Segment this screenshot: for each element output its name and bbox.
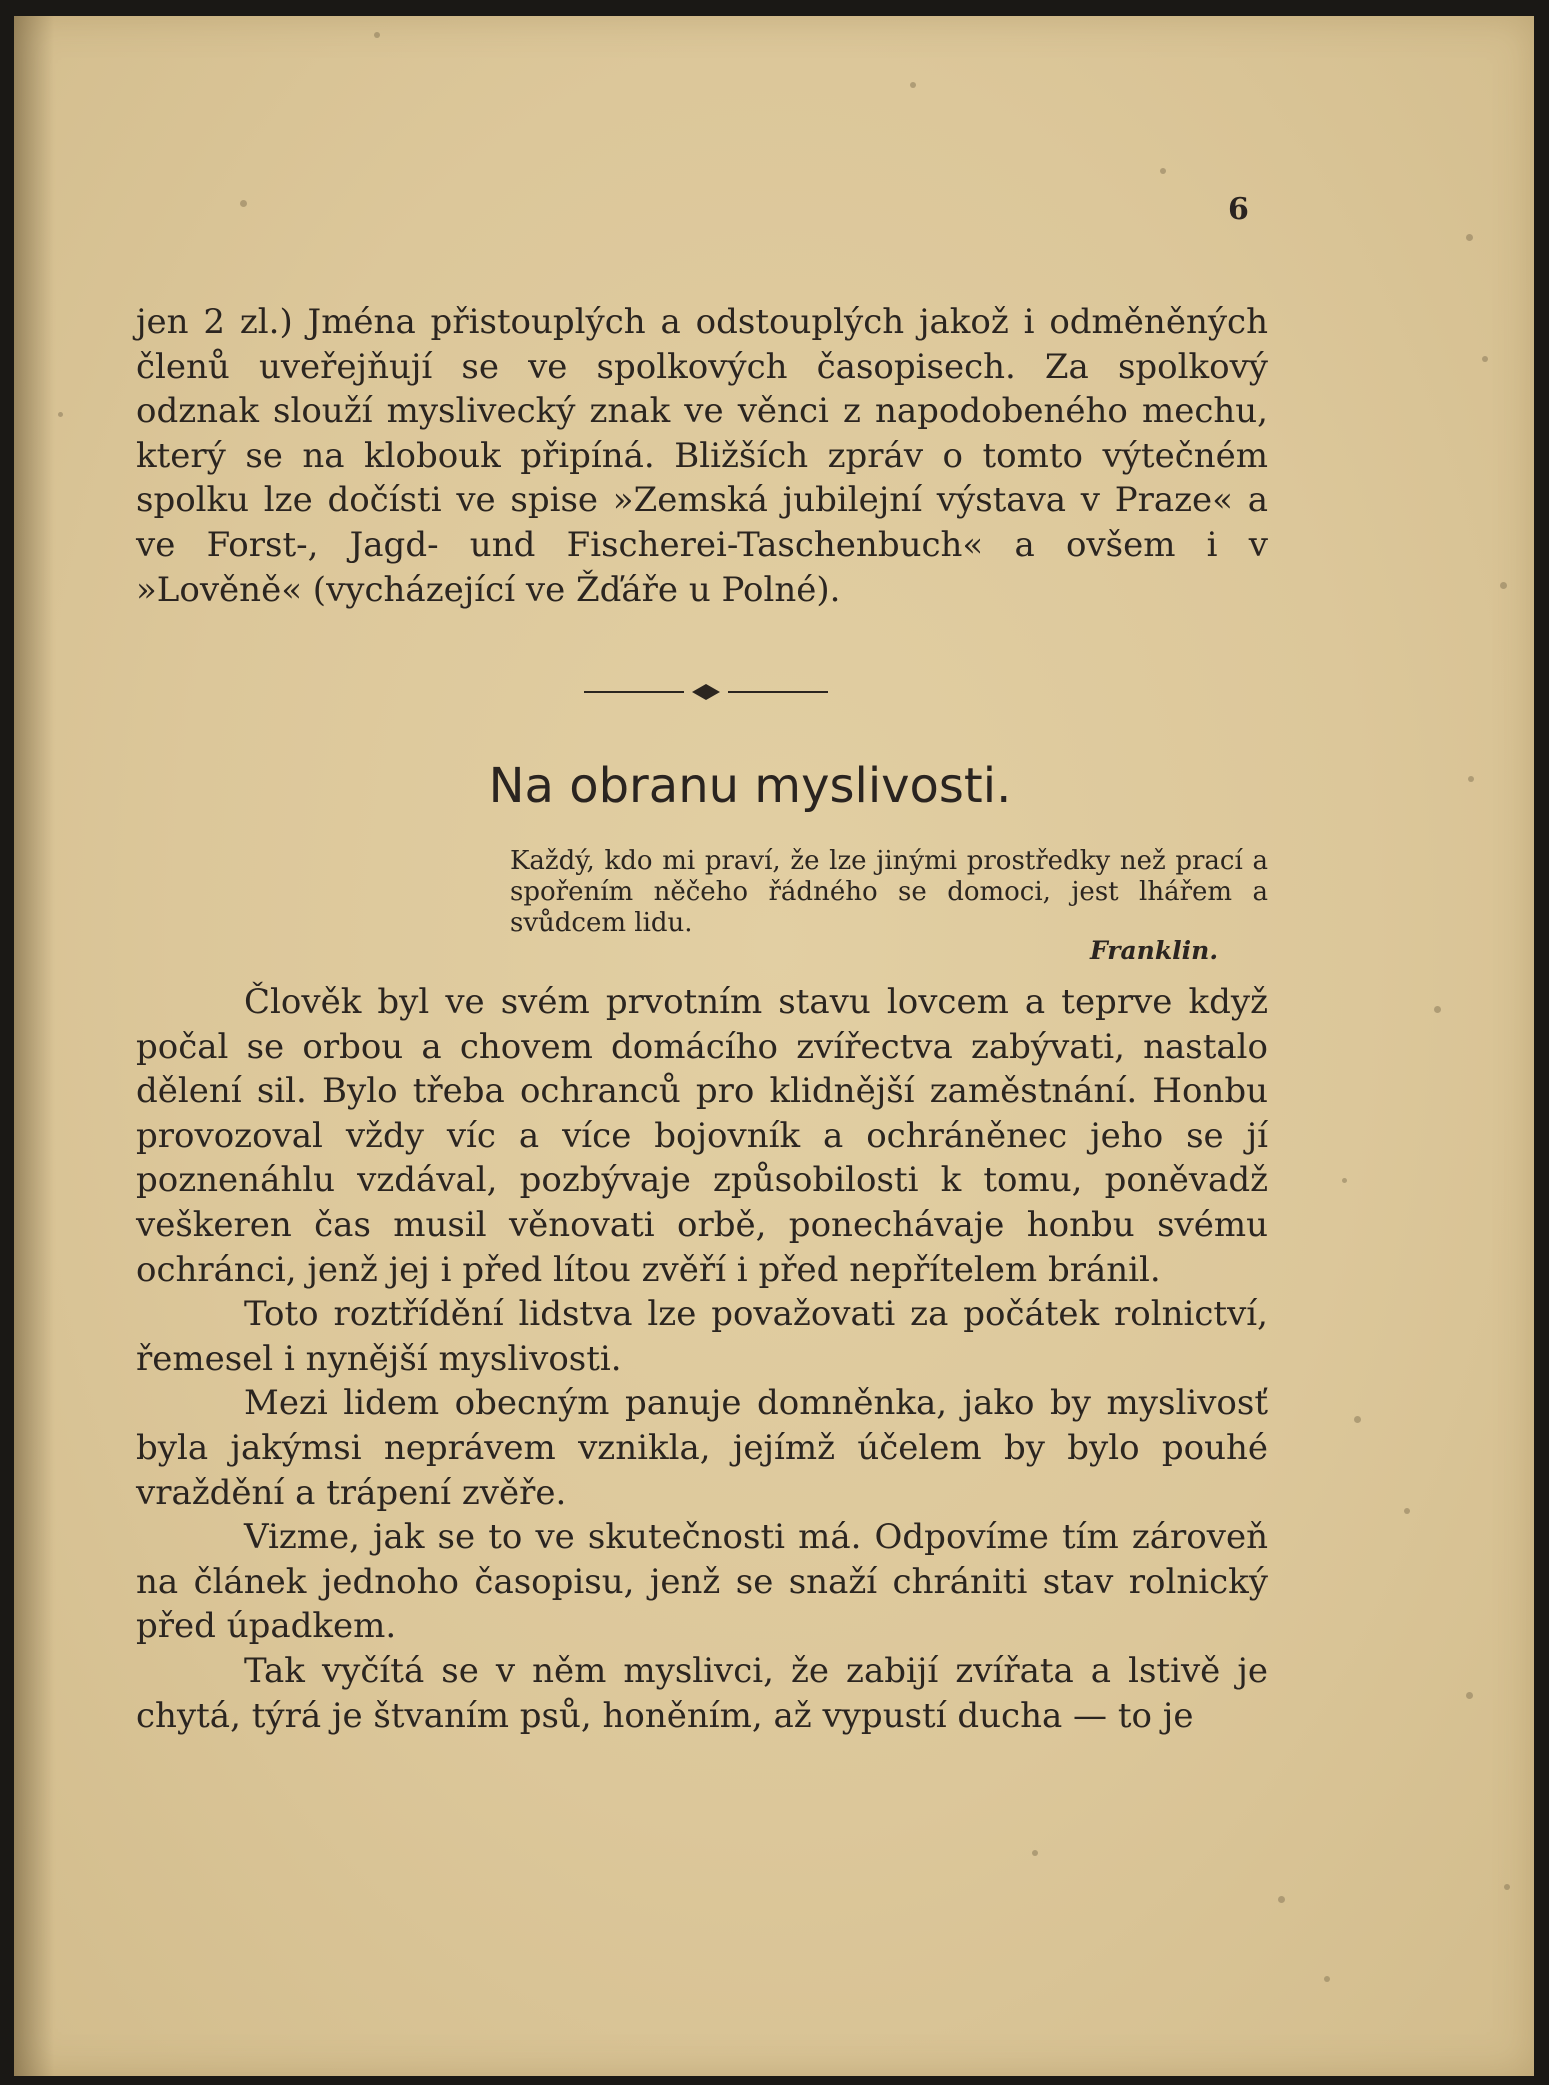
intro-paragraph: jen 2 zl.) Jména přistouplých a odstouplých jakož i odměněných členů uveřejňují se ve spolkových časopisech. Za spolkový odznak slouží myslivecký znak ve věnci z napodobeného mechu, který se na klobouk připíná. Bližších zpráv o tomto výtečném spolku lze dočísti ve spise »Zemská jubilejní výstava v Praze« a ve Forst-, Jagd- und Fischerei-Taschenbuch« a ovšem i v »Lověně« (vycházející ve Žďáře u Polné). (136, 302, 1268, 610)
body-paragraph: Člověk byl ve svém prvotním stavu lovcem a teprve když počal se orbou a chovem domácího zvířectva zabývati, nastalo dělení sil. Bylo třeba ochranců pro klidnější zaměstnání. Honbu provozoval vždy víc a více bojovník a ochráněnec jeho se jí poznenáhlu vzdával, pozbývaje způsobilosti k tomu, poněvadž veškeren čas musil věnovati orbě, ponechávaje honbu svému ochránci, jenž jej i před lítou zvěří i před nepřítelem bránil. (136, 982, 1268, 1290)
paper-fleck (1466, 1692, 1473, 1699)
section-heading: Na obranu myslivosti. (488, 758, 1012, 814)
body-text-block (136, 980, 1268, 1738)
section-divider (584, 682, 828, 702)
body-paragraph: Mezi lidem obecným panuje domněnka, jako by myslivosť byla jakýmsi neprávem vznikla, jejímž účelem by bylo pouhé vraždění a trápení zvěře. (136, 1383, 1268, 1513)
paper-fleck (1468, 776, 1474, 782)
body-paragraph: Toto roztřídění lidstva lze považovati za počátek rolnictví, řemesel i nynější myslivosti. (136, 1294, 1268, 1379)
paper-fleck (240, 200, 247, 207)
paper-fleck (1434, 1006, 1441, 1013)
paper-fleck (58, 412, 63, 417)
paper-fleck (1482, 356, 1488, 362)
intro-paragraph-block (136, 300, 1268, 612)
epigraph-quote: Každý, kdo mi praví, že lze jinými prostředky než prací a spořením něčeho řádného se domoci, jest lhářem a svůdcem lidu. (510, 846, 1268, 938)
body-paragraph: Tak vyčítá se v něm myslivci, že zabijí zvířata a lstivě je chytá, týrá je štvaním psů, honěním, až vypustí ducha — to je (136, 1650, 1268, 1736)
paper-fleck (1032, 1850, 1038, 1856)
paper-fleck (1160, 168, 1166, 174)
page-number: 6 (1228, 192, 1249, 227)
epigraph-attribution: Franklin. (1090, 936, 1219, 965)
paper-fleck (1404, 1508, 1410, 1514)
paper-fleck (1466, 234, 1473, 241)
paper-fleck (1324, 1976, 1330, 1982)
paper-fleck (1500, 582, 1507, 589)
body-paragraph: Vizme, jak se to ve skutečnosti má. Odpovíme tím zároveň na článek jednoho časopisu, jenž se snaží chrániti stav rolnický před úpadkem. (136, 1517, 1268, 1647)
paper-fleck (1354, 1416, 1361, 1423)
paper-fleck (910, 82, 916, 88)
paper-fleck (374, 32, 380, 38)
gutter-shadow (14, 16, 54, 2076)
paper-fleck (1278, 1896, 1285, 1903)
paper-fleck (1342, 1178, 1347, 1183)
paper-fleck (1504, 1884, 1510, 1890)
